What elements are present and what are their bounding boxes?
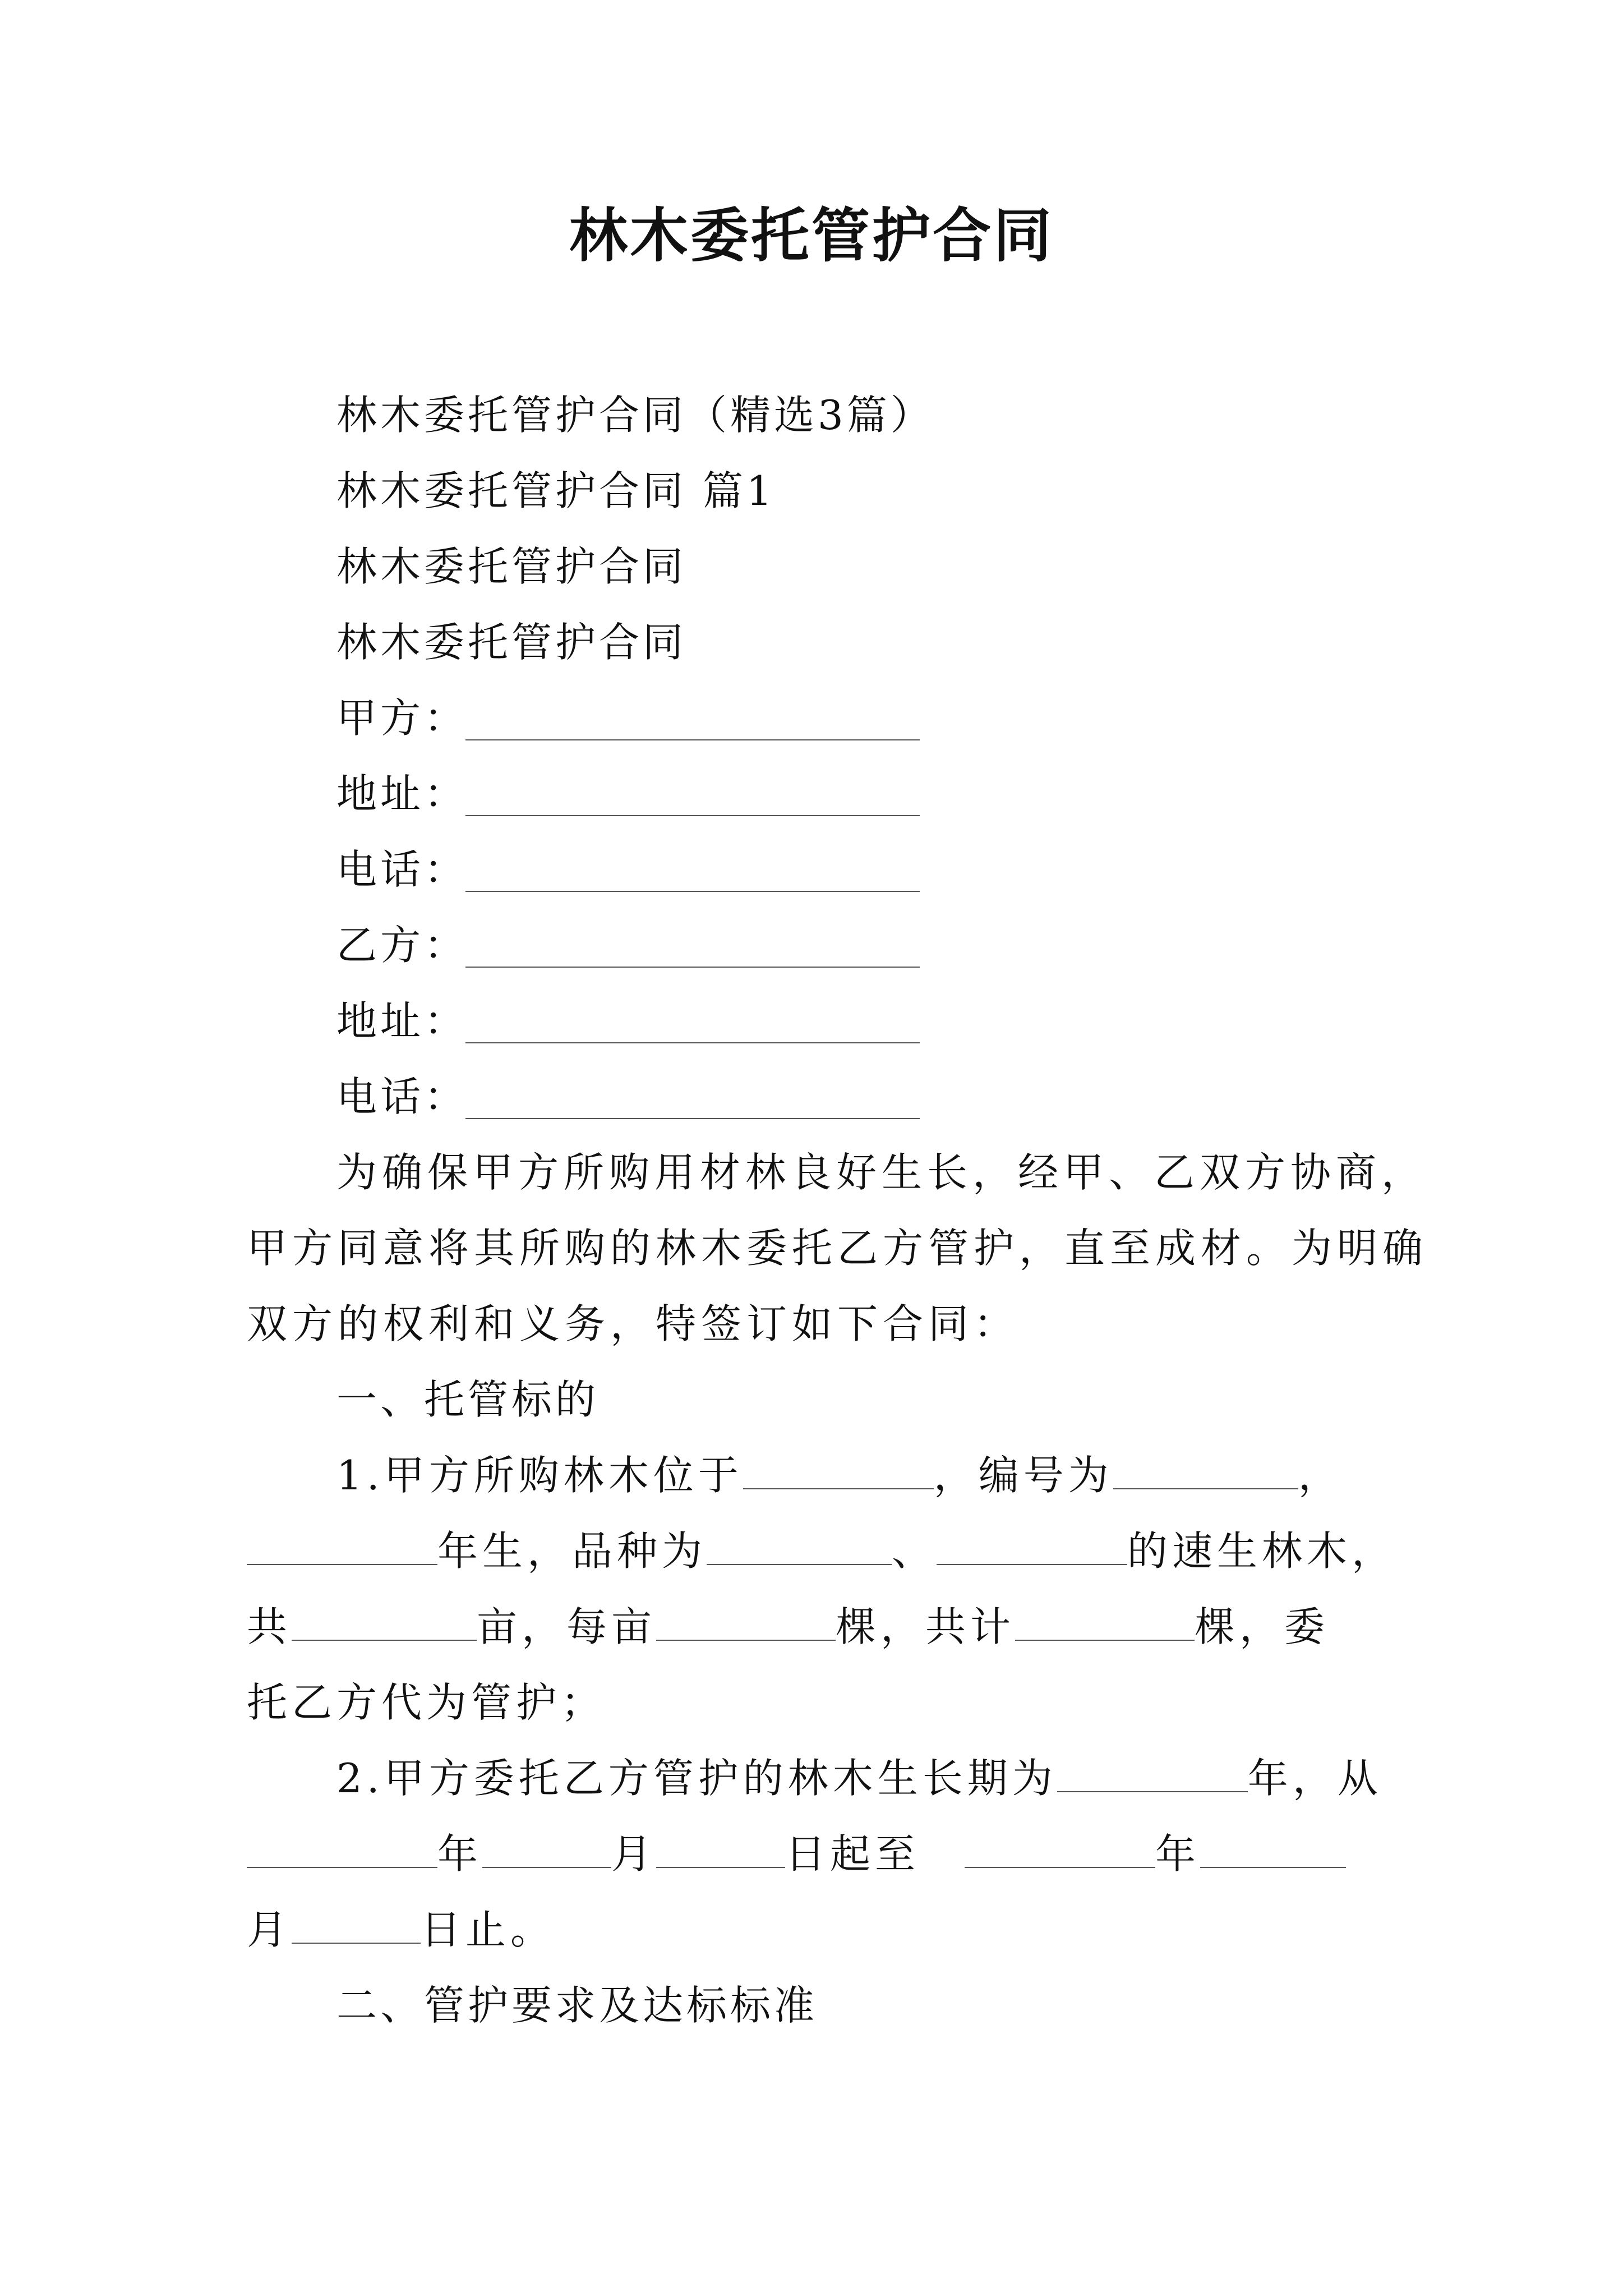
party-b-phone-blank — [465, 1118, 920, 1119]
party-b-address-label: 地址： — [336, 997, 468, 1045]
item-1-text-total: 共 — [247, 1603, 292, 1650]
item-1-line-4: 托乙方代为管护； — [247, 1679, 606, 1726]
end-year-blank — [965, 1831, 1155, 1868]
party-a-address-blank — [465, 815, 920, 816]
party-a-label: 甲方： — [336, 694, 468, 742]
species-blank-2 — [937, 1528, 1127, 1565]
intro-line-4: 林木委托管护合同 — [336, 619, 687, 666]
item-1-text-location: 1.甲方所购林木位于 — [336, 1452, 743, 1499]
item-1-text-permu: 亩，每亩 — [477, 1603, 657, 1650]
item-2-line-1 — [336, 1750, 1382, 1806]
party-b-blank — [465, 967, 920, 968]
mu-blank — [292, 1604, 477, 1641]
start-month-blank — [482, 1831, 611, 1868]
item-2-text-month-2: 月 — [247, 1906, 292, 1953]
party-b-address-blank — [465, 1042, 920, 1043]
number-blank — [1113, 1452, 1298, 1489]
section-2-heading: 二、管护要求及达标标准 — [336, 1982, 818, 2029]
party-b-phone-label: 电话： — [336, 1073, 468, 1120]
intro-line-3: 林木委托管护合同 — [336, 543, 687, 590]
party-a-blank — [465, 739, 920, 740]
item-2-line-3 — [247, 1902, 555, 1958]
item-1-text-species: 年生，品种为 — [437, 1527, 707, 1575]
intro-line-1: 林木委托管护合同（精选3篇） — [336, 392, 934, 439]
paragraph-1-line-1: 为确保甲方所购用材林良好生长，经甲、乙双方协商， — [336, 1149, 1427, 1196]
intro-line-2: 林木委托管护合同 篇1 — [336, 467, 776, 514]
item-1-text-entrust: 棵，委 — [1195, 1603, 1330, 1650]
item-1-text-number: ，编号为 — [933, 1452, 1113, 1499]
party-b-label: 乙方： — [336, 922, 468, 969]
year-blank — [247, 1528, 437, 1565]
party-a-phone-blank — [465, 891, 920, 892]
party-a-phone-label: 电话： — [336, 846, 468, 893]
start-day-blank — [656, 1831, 785, 1868]
per-mu-blank — [656, 1604, 836, 1641]
item-2-text-period: 2.甲方委托乙方管护的林木生长期为 — [336, 1755, 1057, 1802]
period-years-blank — [1057, 1755, 1248, 1792]
total-trees-blank — [1015, 1604, 1195, 1641]
document-title: 林木委托管护合同 — [569, 201, 1054, 270]
item-1-line-2 — [247, 1523, 1396, 1579]
item-2-text-from: 年，从 — [1247, 1755, 1382, 1802]
species-blank-1 — [707, 1528, 892, 1565]
item-2-text-year-1: 年 — [437, 1830, 483, 1878]
item-1-text-fastgrowing: 的速生林木， — [1127, 1527, 1397, 1575]
item-1-text-sep: 、 — [892, 1527, 937, 1575]
paragraph-1-line-2: 甲方同意将其所购的林木委托乙方管护，直至成材。为明确 — [247, 1225, 1428, 1272]
item-1-line-1 — [336, 1447, 1343, 1503]
end-month-blank — [1200, 1831, 1346, 1868]
item-1-text-comma: ， — [1298, 1452, 1343, 1499]
location-blank — [743, 1452, 934, 1489]
party-a-address-label: 地址： — [336, 770, 468, 817]
item-2-text-month-1: 月 — [611, 1830, 657, 1878]
item-1-text-sum: 棵，共计 — [836, 1603, 1016, 1650]
start-year-blank — [247, 1831, 437, 1868]
end-day-blank — [292, 1907, 421, 1944]
section-1-heading: 一、托管标的 — [336, 1376, 600, 1423]
item-2-line-2 — [247, 1826, 1346, 1882]
item-2-text-end: 日止。 — [421, 1906, 556, 1953]
item-1-line-3 — [247, 1599, 1329, 1655]
item-2-text-year-2: 年 — [1155, 1830, 1201, 1878]
paragraph-1-line-3: 双方的权利和义务，特签订如下合同： — [247, 1300, 1020, 1347]
item-2-text-until: 日起至 — [785, 1830, 920, 1878]
